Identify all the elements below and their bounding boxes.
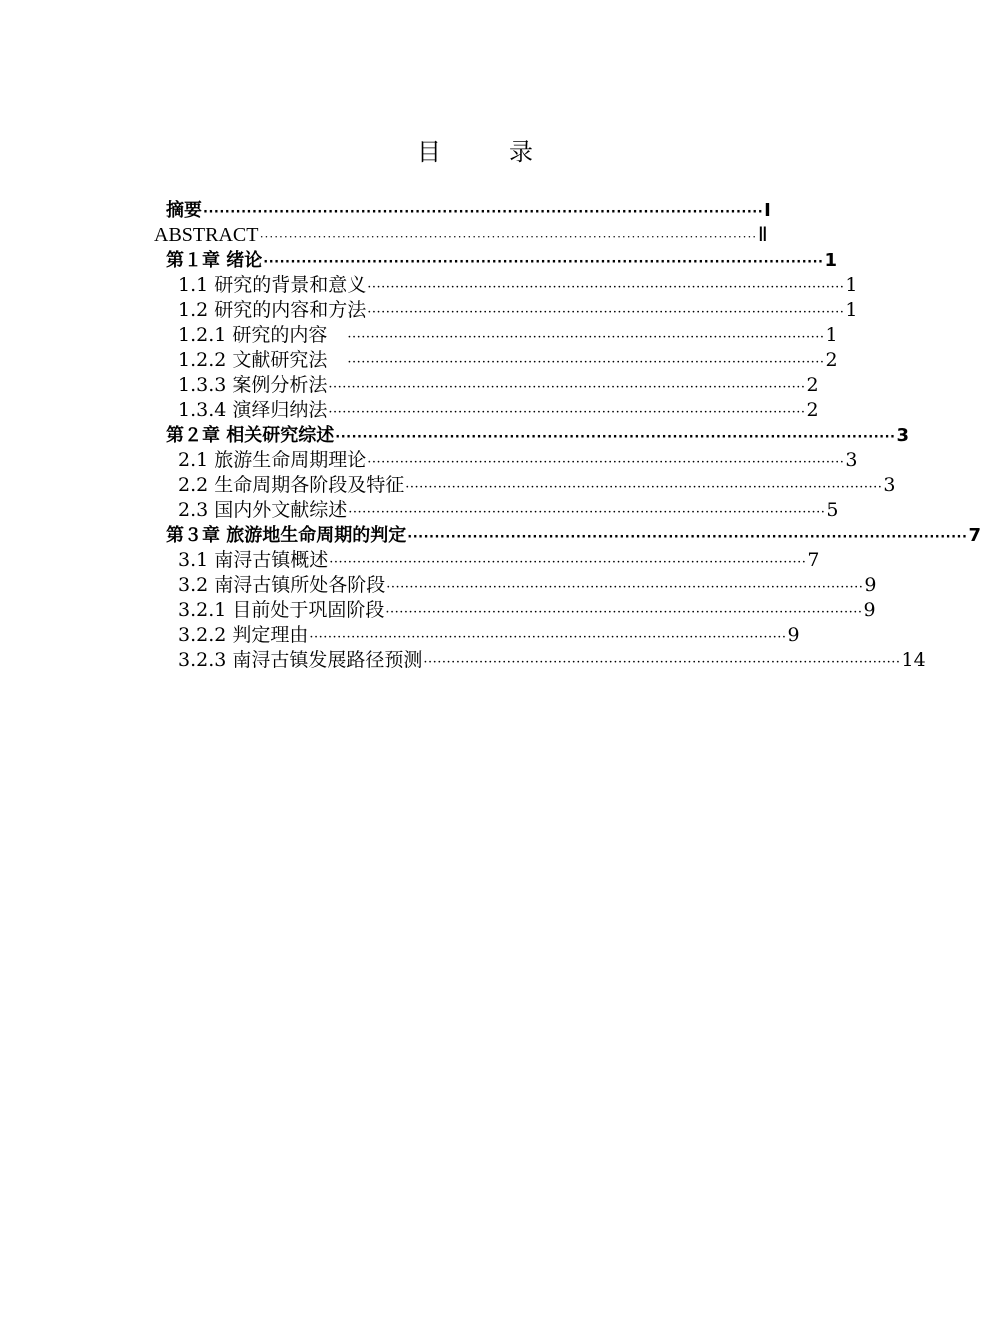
toc-dot-leader: ······································································································· <box>328 380 806 395</box>
toc-entry-label: 3.2.1 目前处于巩固阶段 <box>178 599 385 621</box>
toc-dot-leader: ······································································································· <box>405 480 883 495</box>
toc-entry-label: 第２章 相关研究综述 <box>166 425 335 446</box>
toc-entry-label: 1.1 研究的背景和意义 <box>178 274 367 296</box>
toc-entry-3-1[interactable] <box>178 548 820 573</box>
toc-entry-label: 3.2.2 判定理由 <box>178 624 309 646</box>
toc-entry-abstract-en[interactable] <box>154 223 768 248</box>
toc-dot-leader: ······································································································· <box>385 605 863 620</box>
toc-page-number: 1 <box>824 250 837 271</box>
toc-page-number: 9 <box>863 599 876 621</box>
page-title: 目 录 <box>417 138 555 166</box>
toc-dot-leader: ······································································································· <box>423 655 901 670</box>
toc-page-number: Ⅰ <box>764 200 771 221</box>
toc-entry-1-2-1[interactable] <box>178 323 838 348</box>
toc-page-number: 3 <box>883 474 896 496</box>
toc-entry-label: 1.3.3 案例分析法 <box>178 374 328 396</box>
toc-dot-leader: ······································································································· <box>335 430 896 445</box>
toc-entry-chapter-2[interactable] <box>166 423 909 448</box>
toc-entry-abstract-cn[interactable] <box>166 198 771 223</box>
toc-entry-3-2-1[interactable] <box>178 598 876 623</box>
toc-entry-label: 第３章 旅游地生命周期的判定 <box>166 525 407 546</box>
toc-entry-label: 1.2 研究的内容和方法 <box>178 299 367 321</box>
toc-page-number: 2 <box>806 399 819 421</box>
toc-entry-label: 1.2.1 研究的内容 <box>178 324 347 346</box>
toc-entry-1-3-3[interactable] <box>178 373 819 398</box>
toc-entry-1-2[interactable] <box>178 298 858 323</box>
toc-page-number: 14 <box>901 649 926 671</box>
toc-page-number: 7 <box>968 525 981 546</box>
toc-entry-chapter-1[interactable] <box>166 248 837 273</box>
toc-entry-3-2[interactable] <box>178 573 877 598</box>
toc-page-number: 1 <box>825 324 838 346</box>
toc-entry-1-3-4[interactable] <box>178 398 819 423</box>
toc-dot-leader: ······································································································· <box>328 405 806 420</box>
toc-dot-leader: ······································································································· <box>407 530 968 545</box>
toc-entry-label: 3.1 南浔古镇概述 <box>178 549 329 571</box>
toc-entry-1-2-2[interactable] <box>178 348 838 373</box>
toc-entry-2-2[interactable] <box>178 473 896 498</box>
toc-page-number: 9 <box>864 574 877 596</box>
toc-entry-label: ABSTRACT <box>154 224 259 246</box>
toc-entry-label: 2.2 生命周期各阶段及特征 <box>178 474 405 496</box>
toc-dot-leader: ······································································································· <box>367 280 845 295</box>
toc-entry-label: 1.3.4 演绎归纳法 <box>178 399 328 421</box>
toc-page-number: 7 <box>807 549 820 571</box>
toc-dot-leader: ······································································································· <box>259 229 757 244</box>
toc-page-number: 2 <box>825 349 838 371</box>
toc-page-number: Ⅱ <box>757 224 768 246</box>
toc-dot-leader: ······································································································· <box>309 630 787 645</box>
toc-entry-label: 2.1 旅游生命周期理论 <box>178 449 367 471</box>
toc-dot-leader: ······································································································· <box>348 505 826 520</box>
toc-page-number: 3 <box>845 449 858 471</box>
toc-entry-label: 第１章 绪论 <box>166 250 263 271</box>
toc-entry-2-3[interactable] <box>178 498 839 523</box>
toc-dot-leader: ······································································································· <box>263 255 824 270</box>
toc-page-number: 2 <box>806 374 819 396</box>
toc-entry-label: 1.2.2 文献研究法 <box>178 349 347 371</box>
toc-entry-3-2-2[interactable] <box>178 623 800 648</box>
toc-entry-label: 3.2 南浔古镇所处各阶段 <box>178 574 386 596</box>
toc-entry-3-2-3[interactable] <box>178 648 926 673</box>
toc-dot-leader: ······································································································· <box>367 305 845 320</box>
toc-page-number: 1 <box>845 299 858 321</box>
toc-dot-leader: ······································································································· <box>347 355 825 370</box>
toc-dot-leader: ······································································································· <box>367 455 845 470</box>
toc-entry-1-1[interactable] <box>178 273 858 298</box>
toc-entry-label: 3.2.3 南浔古镇发展路径预测 <box>178 649 423 671</box>
toc-entry-chapter-3[interactable] <box>166 523 981 548</box>
toc-dot-leader: ······································································································· <box>386 580 864 595</box>
toc-page-number: 5 <box>826 499 839 521</box>
toc-entry-label: 2.3 国内外文献综述 <box>178 499 348 521</box>
toc-dot-leader: ······································································································· <box>347 330 825 345</box>
toc-entry-label: 摘要 <box>166 200 202 221</box>
toc-page-number: 3 <box>896 425 909 446</box>
toc-dot-leader: ······································································································· <box>203 205 764 220</box>
toc-page-number: 1 <box>845 274 858 296</box>
toc-page-number: 9 <box>787 624 800 646</box>
toc-entry-2-1[interactable] <box>178 448 858 473</box>
toc-dot-leader: ······································································································· <box>329 555 807 570</box>
